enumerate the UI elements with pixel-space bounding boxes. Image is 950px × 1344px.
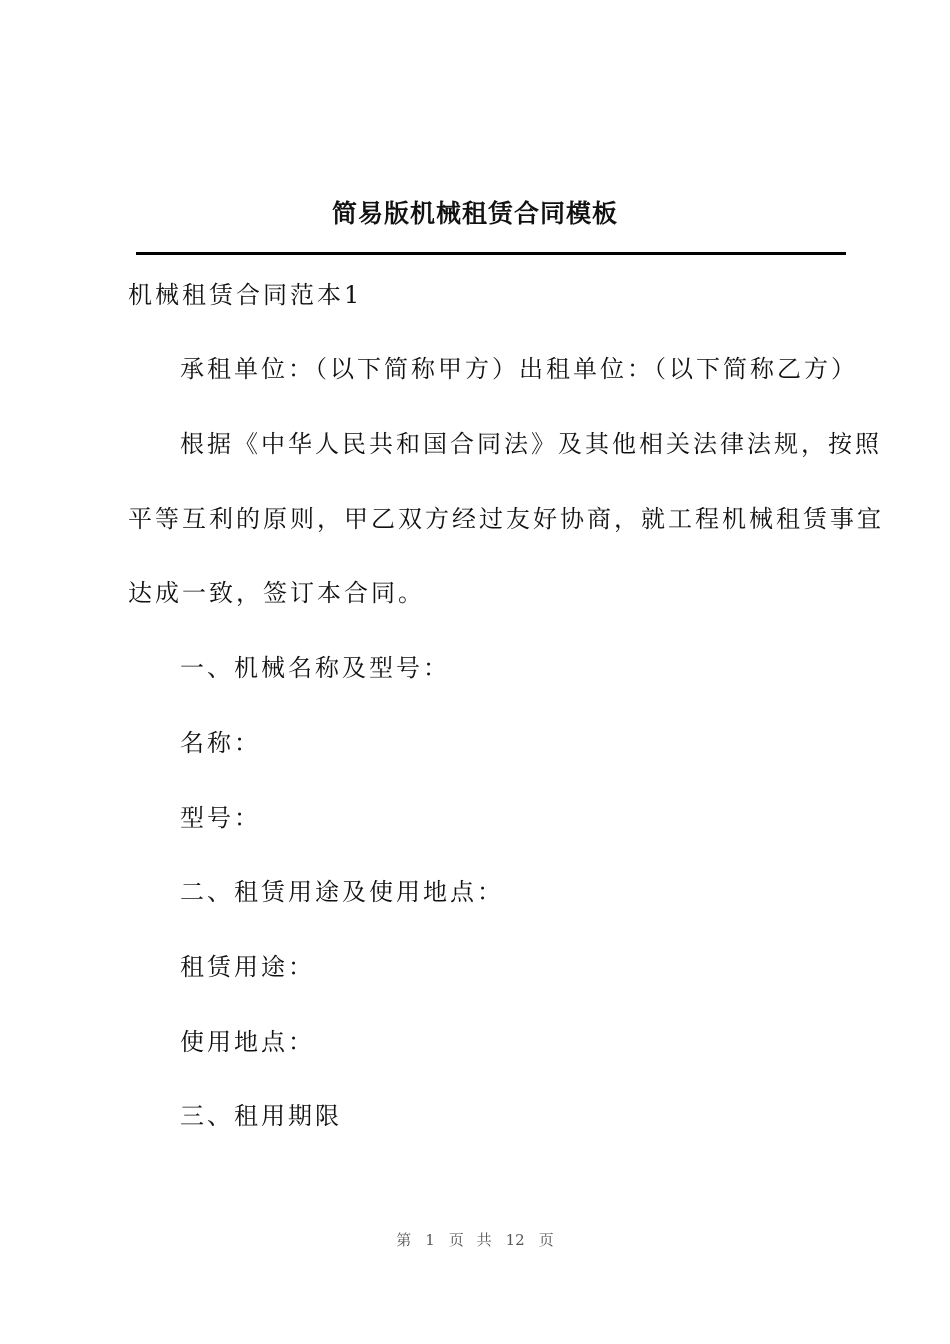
- footer-total-pages: 12: [505, 1231, 525, 1249]
- clause-heading: 二、租赁用途及使用地点：: [180, 878, 504, 906]
- document-title: 简易版机械租赁合同模板: [331, 199, 618, 228]
- clause-heading: 一、机械名称及型号：: [180, 654, 450, 682]
- footer-label-page: 第: [396, 1231, 412, 1249]
- page-footer: [0, 1229, 950, 1251]
- body-paragraph-line: 平等互利的原则，甲乙双方经过友好协商，就工程机械租赁事宜: [128, 505, 884, 533]
- field-label: 使用地点：: [180, 1028, 315, 1056]
- field-label: 名称：: [180, 729, 261, 757]
- party-line: 承租单位：（以下简称甲方）出租单位：（以下简称乙方）: [180, 355, 858, 383]
- field-label: 租赁用途：: [180, 953, 315, 981]
- field-label: 型号：: [180, 804, 261, 832]
- footer-current-page: 1: [425, 1231, 435, 1249]
- body-paragraph-line: 根据《中华人民共和国合同法》及其他相关法律法规，按照: [180, 430, 882, 458]
- footer-label-end: 页: [538, 1231, 554, 1249]
- body-paragraph-line: 达成一致，签订本合同。: [128, 579, 425, 607]
- footer-label-of: 页 共: [448, 1231, 492, 1249]
- title-underline: [136, 252, 846, 255]
- section-heading: 机械租赁合同范本1: [128, 281, 363, 309]
- clause-heading: 三、租用期限: [180, 1102, 342, 1130]
